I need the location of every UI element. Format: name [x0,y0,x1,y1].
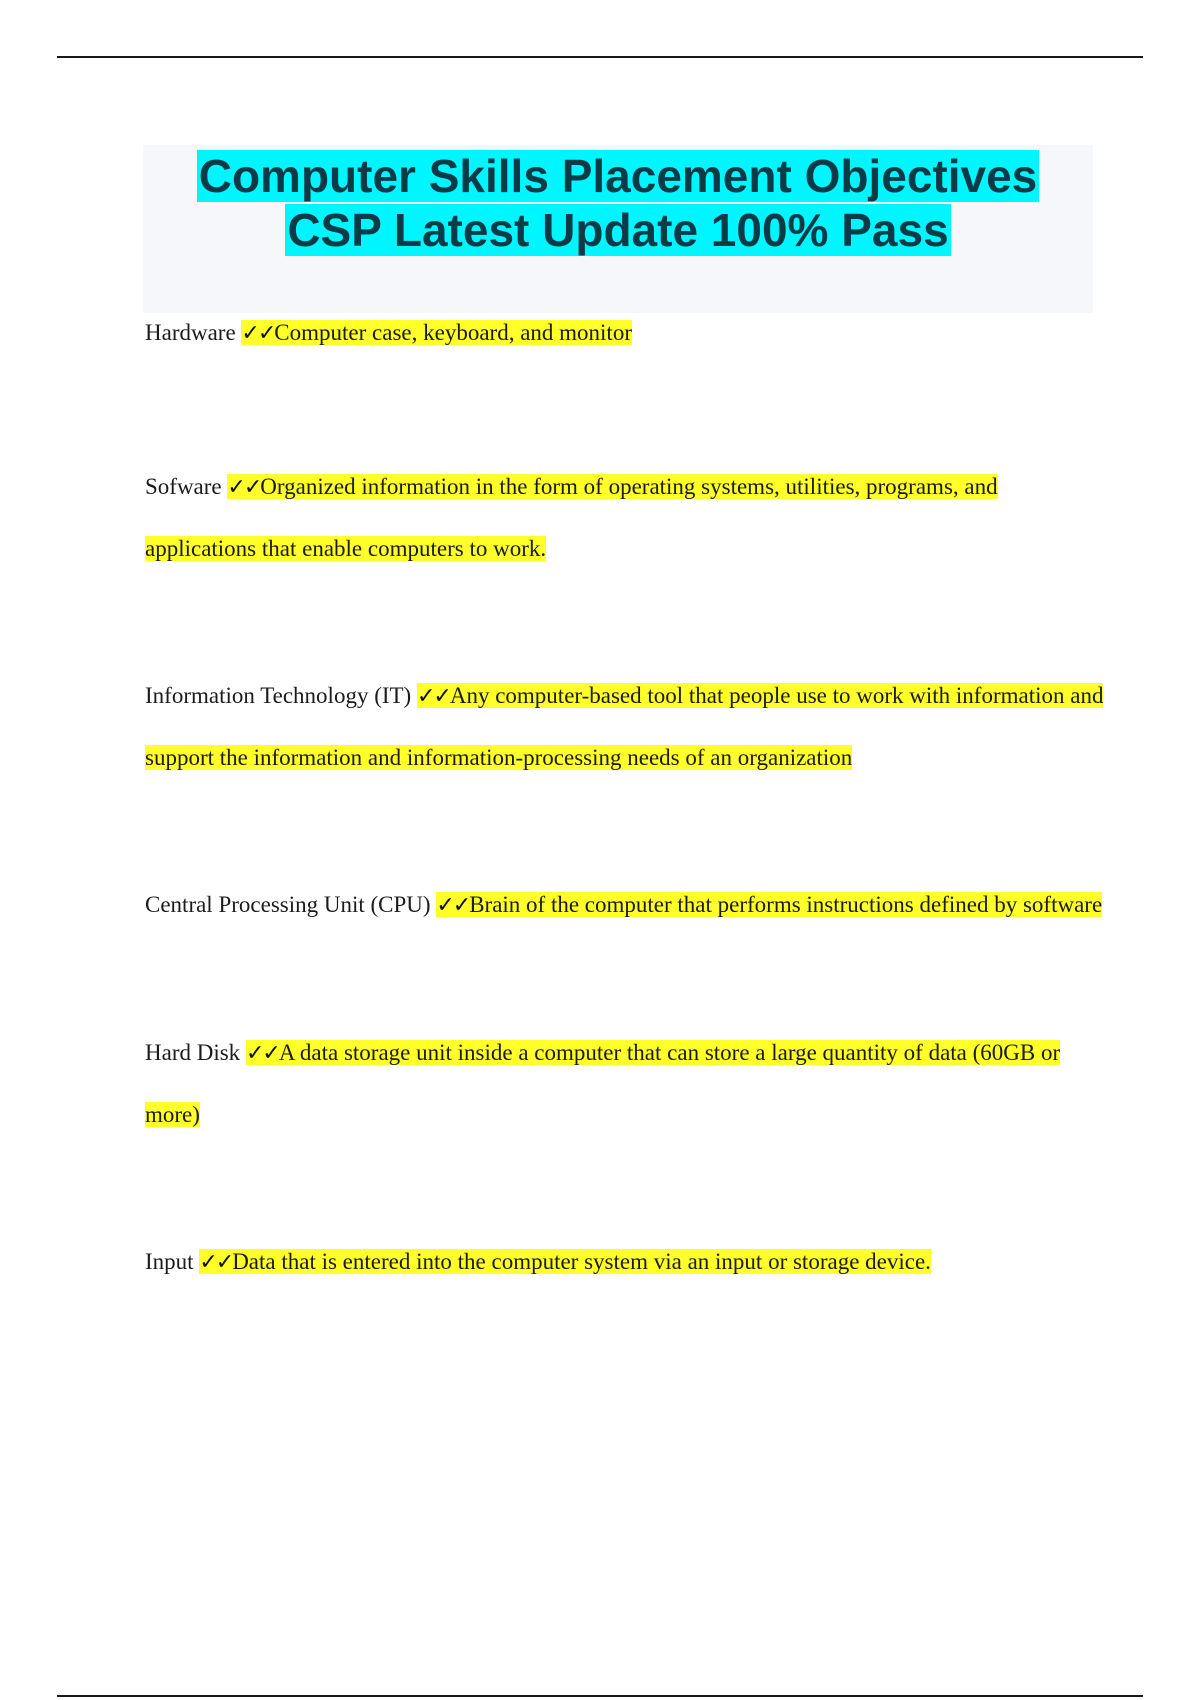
entry-definition-highlight [199,1249,931,1274]
entry-information-technology [145,665,1105,788]
double-check-icon: ✓✓ [416,684,450,709]
double-check-icon: ✓✓ [245,1041,279,1066]
title-line-2: CSP Latest Update 100% Pass [287,204,949,256]
header-rule [57,56,1143,58]
entry-term: Hardware [145,320,236,345]
entry-term: Central Processing Unit (CPU) [145,892,431,917]
entry-definition-highlight [241,320,632,345]
entry-definition: Computer case, keyboard, and monitor [274,320,632,345]
double-check-icon: ✓✓ [241,321,275,346]
entry-definition: Organized information in the form of operating systems, utilities, programs, and applications that enable computers to work. [145,474,998,561]
entry-software [145,456,1105,579]
entry-term: Information Technology (IT) [145,683,412,708]
entry-term: Sofware [145,474,222,499]
entry-definition-highlight [145,1040,1060,1127]
entry-hard-disk [145,1022,1105,1145]
document-title [143,145,1093,313]
entry-definition: Brain of the computer that performs instructions defined by software [469,892,1103,917]
entry-definition: Any computer-based tool that people use to work with information and support the information and information-processing needs of an organization [145,683,1104,770]
entry-term: Hard Disk [145,1040,241,1065]
double-check-icon: ✓✓ [436,893,470,918]
double-check-icon: ✓✓ [227,475,261,500]
double-check-icon: ✓✓ [199,1250,233,1275]
entry-cpu [145,874,1105,936]
entry-definition: A data storage unit inside a computer that can store a large quantity of data (60GB or more) [145,1040,1061,1127]
flashcard-list [145,302,1105,1293]
entry-definition-highlight [436,892,1102,917]
entry-term: Input [145,1249,194,1274]
footer-rule [57,1695,1143,1697]
entry-definition: Data that is entered into the computer system via an input or storage device. [232,1249,931,1274]
entry-input [145,1231,1105,1293]
title-line-1: Computer Skills Placement Objectives [198,150,1038,202]
entry-definition-highlight [145,474,998,561]
entry-hardware [145,302,1105,364]
